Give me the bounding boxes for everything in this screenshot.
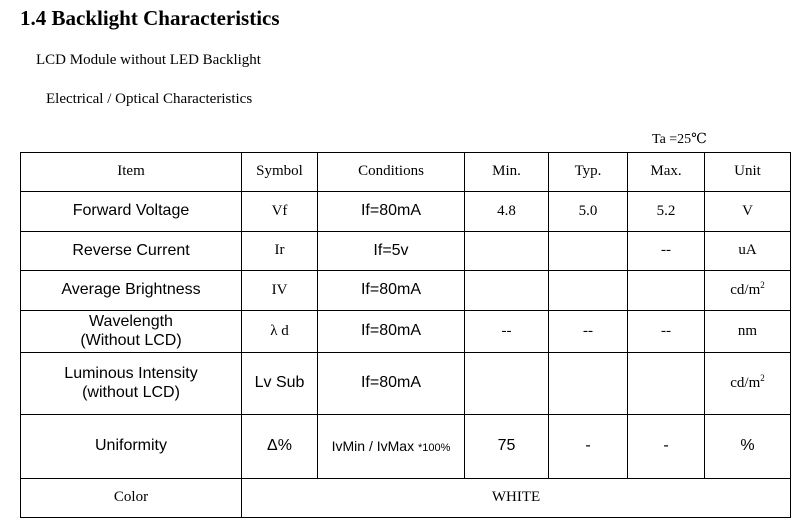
unit-cell: uA <box>705 232 791 271</box>
item-cell: Color <box>21 479 242 518</box>
min-cell: 4.8 <box>465 192 549 232</box>
max-cell: 5.2 <box>628 192 705 232</box>
unit-exponent: 2 <box>760 372 765 383</box>
min-cell <box>465 271 549 311</box>
unit-base: cd/m <box>730 374 761 391</box>
item-line-2: (Without LCD) <box>80 331 182 349</box>
table-row <box>21 232 791 271</box>
item-cell <box>21 353 242 415</box>
typ-cell <box>549 353 628 415</box>
header-min: Min. <box>465 153 549 192</box>
min-cell: 75 <box>465 415 549 479</box>
table-row <box>21 271 791 311</box>
table-row <box>21 311 791 353</box>
symbol-cell: Vf <box>242 192 318 232</box>
header-max: Max. <box>628 153 705 192</box>
min-cell <box>465 232 549 271</box>
unit-cell <box>705 353 791 415</box>
ambient-temperature-condition: Ta =25℃ <box>652 132 707 147</box>
symbol-cell: λ d <box>242 311 318 353</box>
typ-cell: 5.0 <box>549 192 628 232</box>
max-cell: - <box>628 415 705 479</box>
item-line-1: Luminous Intensity <box>64 365 198 383</box>
item-cell: Average Brightness <box>21 271 242 311</box>
unit-cell: nm <box>705 311 791 353</box>
header-typ: Typ. <box>549 153 628 192</box>
unit-cell <box>705 271 791 311</box>
min-cell <box>465 353 549 415</box>
conditions-cell: If=80mA <box>318 311 465 353</box>
typ-cell <box>549 271 628 311</box>
table-header-row <box>21 153 791 192</box>
backlight-characteristics-table <box>20 152 791 518</box>
conditions-cell: If=80mA <box>318 271 465 311</box>
typ-cell <box>549 232 628 271</box>
item-cell: Reverse Current <box>21 232 242 271</box>
table-row <box>21 479 791 518</box>
section-heading: 1.4 Backlight Characteristics <box>20 6 280 30</box>
max-cell: -- <box>628 232 705 271</box>
typ-cell: - <box>549 415 628 479</box>
unit-base: cd/m <box>730 281 761 298</box>
color-value-cell: WHITE <box>242 479 791 518</box>
item-line-2: (without LCD) <box>82 383 180 401</box>
max-cell: -- <box>628 311 705 353</box>
header-item: Item <box>21 153 242 192</box>
table-row <box>21 192 791 232</box>
conditions-cell: If=5v <box>318 232 465 271</box>
conditions-multiplier: *100% <box>417 442 451 455</box>
module-description: LCD Module without LED Backlight <box>36 52 261 68</box>
symbol-cell: IV <box>242 271 318 311</box>
unit-cell: % <box>705 415 791 479</box>
item-line-1: Wavelength <box>89 313 173 331</box>
characteristics-subtitle: Electrical / Optical Characteristics <box>46 91 253 107</box>
symbol-cell: Δ% <box>242 415 318 479</box>
conditions-cell: If=80mA <box>318 353 465 415</box>
header-symbol: Symbol <box>242 153 318 192</box>
symbol-cell: Ir <box>242 232 318 271</box>
table-row <box>21 415 791 479</box>
conditions-formula: IvMin / IvMax <box>331 438 415 455</box>
unit-cell: V <box>705 192 791 232</box>
item-cell: Uniformity <box>21 415 242 479</box>
table-row <box>21 353 791 415</box>
min-cell: -- <box>465 311 549 353</box>
item-cell <box>21 311 242 353</box>
conditions-cell: If=80mA <box>318 192 465 232</box>
max-cell <box>628 271 705 311</box>
max-cell <box>628 353 705 415</box>
conditions-cell <box>318 415 465 479</box>
typ-cell: -- <box>549 311 628 353</box>
symbol-cell: Lv Sub <box>242 353 318 415</box>
unit-exponent: 2 <box>760 279 765 290</box>
header-unit: Unit <box>705 153 791 192</box>
header-conditions: Conditions <box>318 153 465 192</box>
item-cell: Forward Voltage <box>21 192 242 232</box>
